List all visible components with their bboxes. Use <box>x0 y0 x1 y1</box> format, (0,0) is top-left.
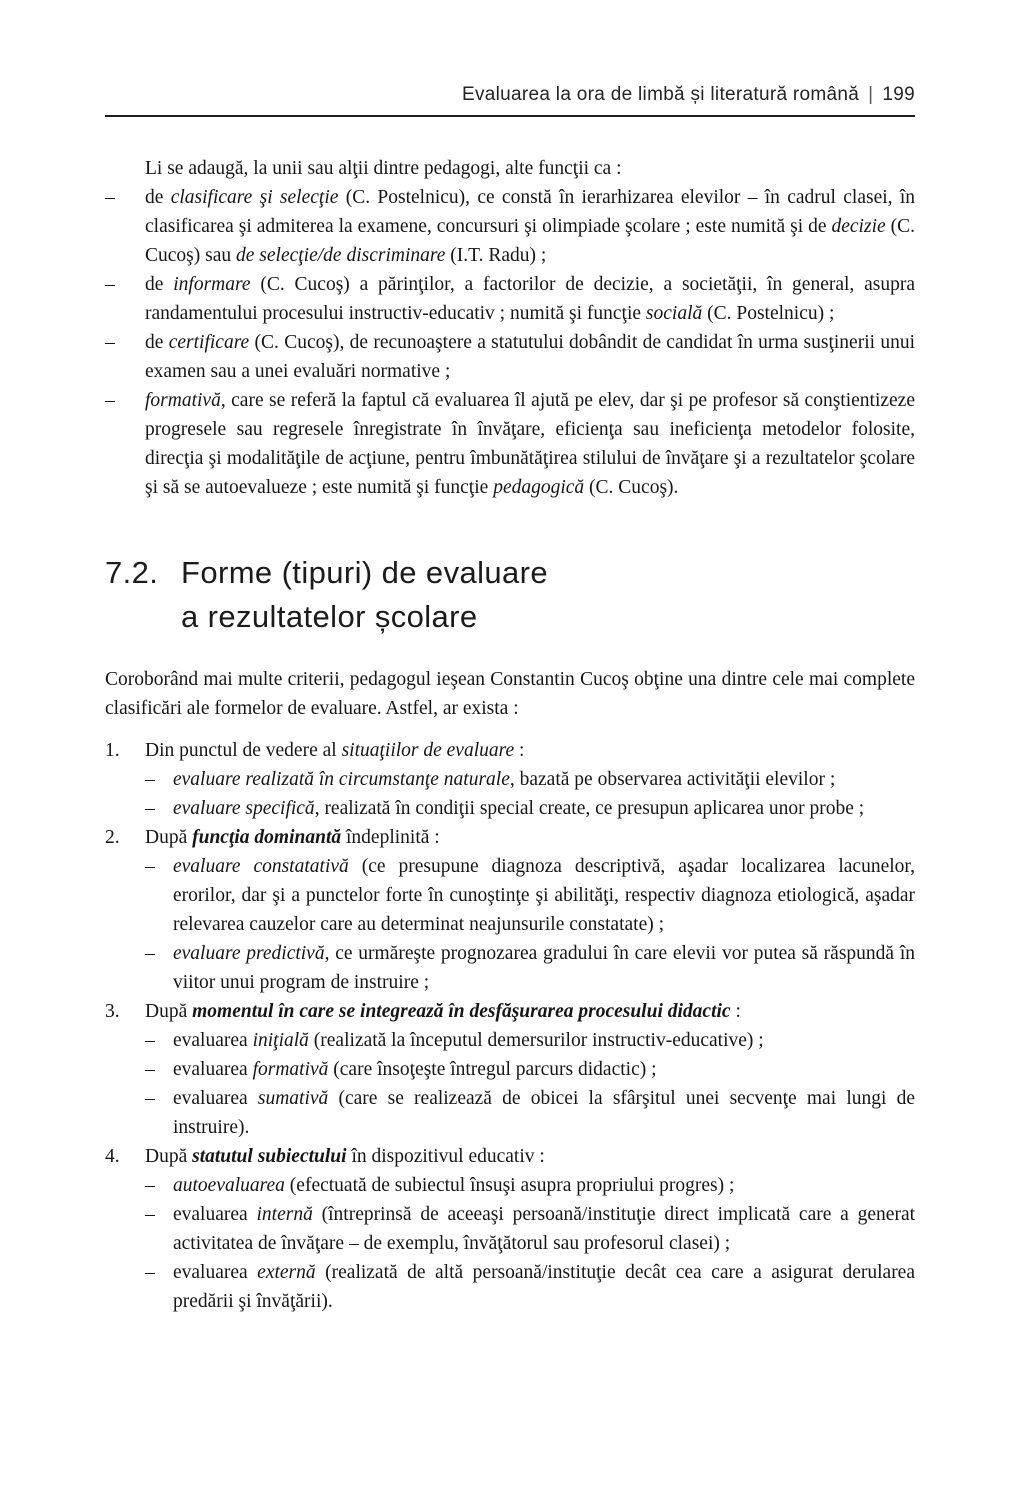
subitem-text: evaluarea internă (întreprinsă de aceeaşi persoană/instituţie direct implicată care a generat activitatea de învăţare – de exemplu, învăţătorul sau profesorul clasei) ; <box>173 1204 916 1254</box>
subitem-text: evaluarea formativă (care însoţeşte întregul parcurs didactic) ; <box>173 1059 657 1080</box>
group-header <box>105 736 915 765</box>
dash-marker: – <box>145 1030 155 1051</box>
group-number: 1. <box>105 740 120 761</box>
dash-marker: – <box>145 1059 155 1080</box>
subitem <box>145 765 915 794</box>
dash-marker: – <box>105 390 115 411</box>
subitem <box>145 1026 915 1055</box>
subitem <box>145 1084 915 1142</box>
subitem-text: autoevaluarea (efectuată de subiectul însuşi asupra propriului progres) ; <box>173 1175 735 1196</box>
subitem <box>145 1258 915 1316</box>
group-header-text: După funcţia dominantă îndeplinită : <box>145 827 440 848</box>
subitem <box>145 1200 915 1258</box>
intro-paragraph: Coroborând mai multe criterii, pedagogul ieşean Constantin Cucoş obţine una dintre cele mai complete clasificări ale formelor de evaluare. Astfel, ar exista : <box>105 669 915 719</box>
dash-marker: – <box>105 332 115 353</box>
group-subitems <box>145 1026 915 1142</box>
function-item-text: de certificare (C. Cucoş), de recunoaştere a statutului dobândit de candidat în urma susţinerii unui examen sau a unei evaluări normative ; <box>145 332 916 382</box>
subitem-text: evaluarea sumativă (care se realizează de obicei la sfârşitul unei secvenţe mai lungi de instruire). <box>173 1088 915 1138</box>
section-heading-number: 7.2. <box>105 555 159 590</box>
subitem-text: evaluare predictivă, ce urmăreşte prognozarea gradului în care elevii vor putea să răspundă în viitor unui program de instruire ; <box>173 943 915 993</box>
subitem-text: evaluare specifică, realizată în condiţii special create, ce presupun aplicarea unor probe ; <box>173 798 865 819</box>
subitem-text: evaluarea externă (realizată de altă persoană/instituţie decât cea care a asigurat derularea predării şi învăţării). <box>173 1262 915 1312</box>
group-number: 3. <box>105 1001 120 1022</box>
group-subitems <box>145 765 915 823</box>
dash-marker: – <box>145 856 155 877</box>
section-heading-title <box>181 551 915 639</box>
group-subitems <box>145 852 915 997</box>
dash-marker: – <box>145 769 155 790</box>
dash-marker: – <box>145 1175 155 1196</box>
dash-marker: – <box>145 1088 155 1109</box>
group-subitems <box>145 1171 915 1316</box>
lead-paragraph: Li se adaugă, la unii sau alţii dintre pedagogi, alte funcţii ca : <box>145 158 622 179</box>
group-header-text: Din punctul de vedere al situaţiilor de evaluare : <box>145 740 525 761</box>
classification-group-2 <box>105 823 915 997</box>
function-item-text: formativă, care se referă la faptul că evaluarea îl ajută pe elev, dar şi pe profesor să conştientizeze progresele sau regresele înregistrate în învăţare, eficienţa sau ineficienţa metodelor folosite, direcţia şi modalităţile de acţiune, pentru îmbunătăţirea stilului de învăţare şi a rezultatelor şcolare şi să se autoevalueze ; este numită şi funcţie pedagogică (C. Cucoş). <box>145 390 915 498</box>
subitem <box>145 939 915 997</box>
dash-marker: – <box>145 943 155 964</box>
subitem <box>145 1055 915 1084</box>
function-list-item <box>105 183 915 270</box>
dash-marker: – <box>145 798 155 819</box>
classification-list <box>105 736 915 1316</box>
section-heading <box>105 551 915 639</box>
function-list-item <box>105 270 915 328</box>
subitem <box>145 1171 915 1200</box>
subitem-text: evaluare constatativă (ce presupune diagnoza descriptivă, aşadar localizarea lacunelor, erorilor, dar şi a punctelor forte în cunoştinţe şi abilităţi, respectiv diagnoza etiologică, aşadar relevarea cauzelor care au determinat neajunsurile constatate) ; <box>173 856 915 935</box>
subitem-text: evaluare realizată în circumstanţe naturale, bazată pe observarea activităţii elevilor ; <box>173 769 836 790</box>
dash-marker: – <box>105 274 115 295</box>
classification-group-4 <box>105 1142 915 1316</box>
group-header <box>105 823 915 852</box>
section-heading-line1: Forme (tipuri) de evaluare <box>181 555 549 590</box>
function-list-item <box>105 328 915 386</box>
classification-group-3 <box>105 997 915 1142</box>
running-head-separator: | <box>868 84 874 105</box>
group-header-text: După statutul subiectului în dispozitivul educativ : <box>145 1146 545 1167</box>
page-number: 199 <box>882 84 915 105</box>
running-head <box>105 84 915 117</box>
subitem <box>145 794 915 823</box>
subitem <box>145 852 915 939</box>
classification-group-1 <box>105 736 915 823</box>
dash-marker: – <box>105 187 115 208</box>
group-header-text: După momentul în care se integrează în desfăşurarea procesului didactic : <box>145 1001 741 1022</box>
group-number: 4. <box>105 1146 120 1167</box>
group-number: 2. <box>105 827 120 848</box>
function-item-text: de clasificare şi selecţie (C. Postelnicu), ce constă în ierarhizarea elevilor – în cadrul clasei, în clasificarea şi admiterea la examene, concursuri şi olimpiade şcolare ; este numită şi de decizie (C. Cucoş) sau de selecţie/de discriminare (I.T. Radu) ; <box>145 187 916 266</box>
running-head-title: Evaluarea la ora de limbă și literatură română <box>461 84 860 105</box>
group-header <box>105 997 915 1026</box>
dash-marker: – <box>145 1204 155 1225</box>
group-header <box>105 1142 915 1171</box>
dash-marker: – <box>145 1262 155 1283</box>
function-item-text: de informare (C. Cucoş) a părinţilor, a factorilor de decizie, a societăţii, în general, asupra randamentului procesului instructiv-educativ ; numită şi funcţie socială (C. Postelnicu) ; <box>145 274 916 324</box>
subitem-text: evaluarea iniţială (realizată la începutul demersurilor instructiv-educative) ; <box>173 1030 764 1051</box>
functions-list <box>105 183 915 502</box>
function-list-item <box>105 386 915 502</box>
section-heading-line2: a rezultatelor școlare <box>181 599 478 634</box>
